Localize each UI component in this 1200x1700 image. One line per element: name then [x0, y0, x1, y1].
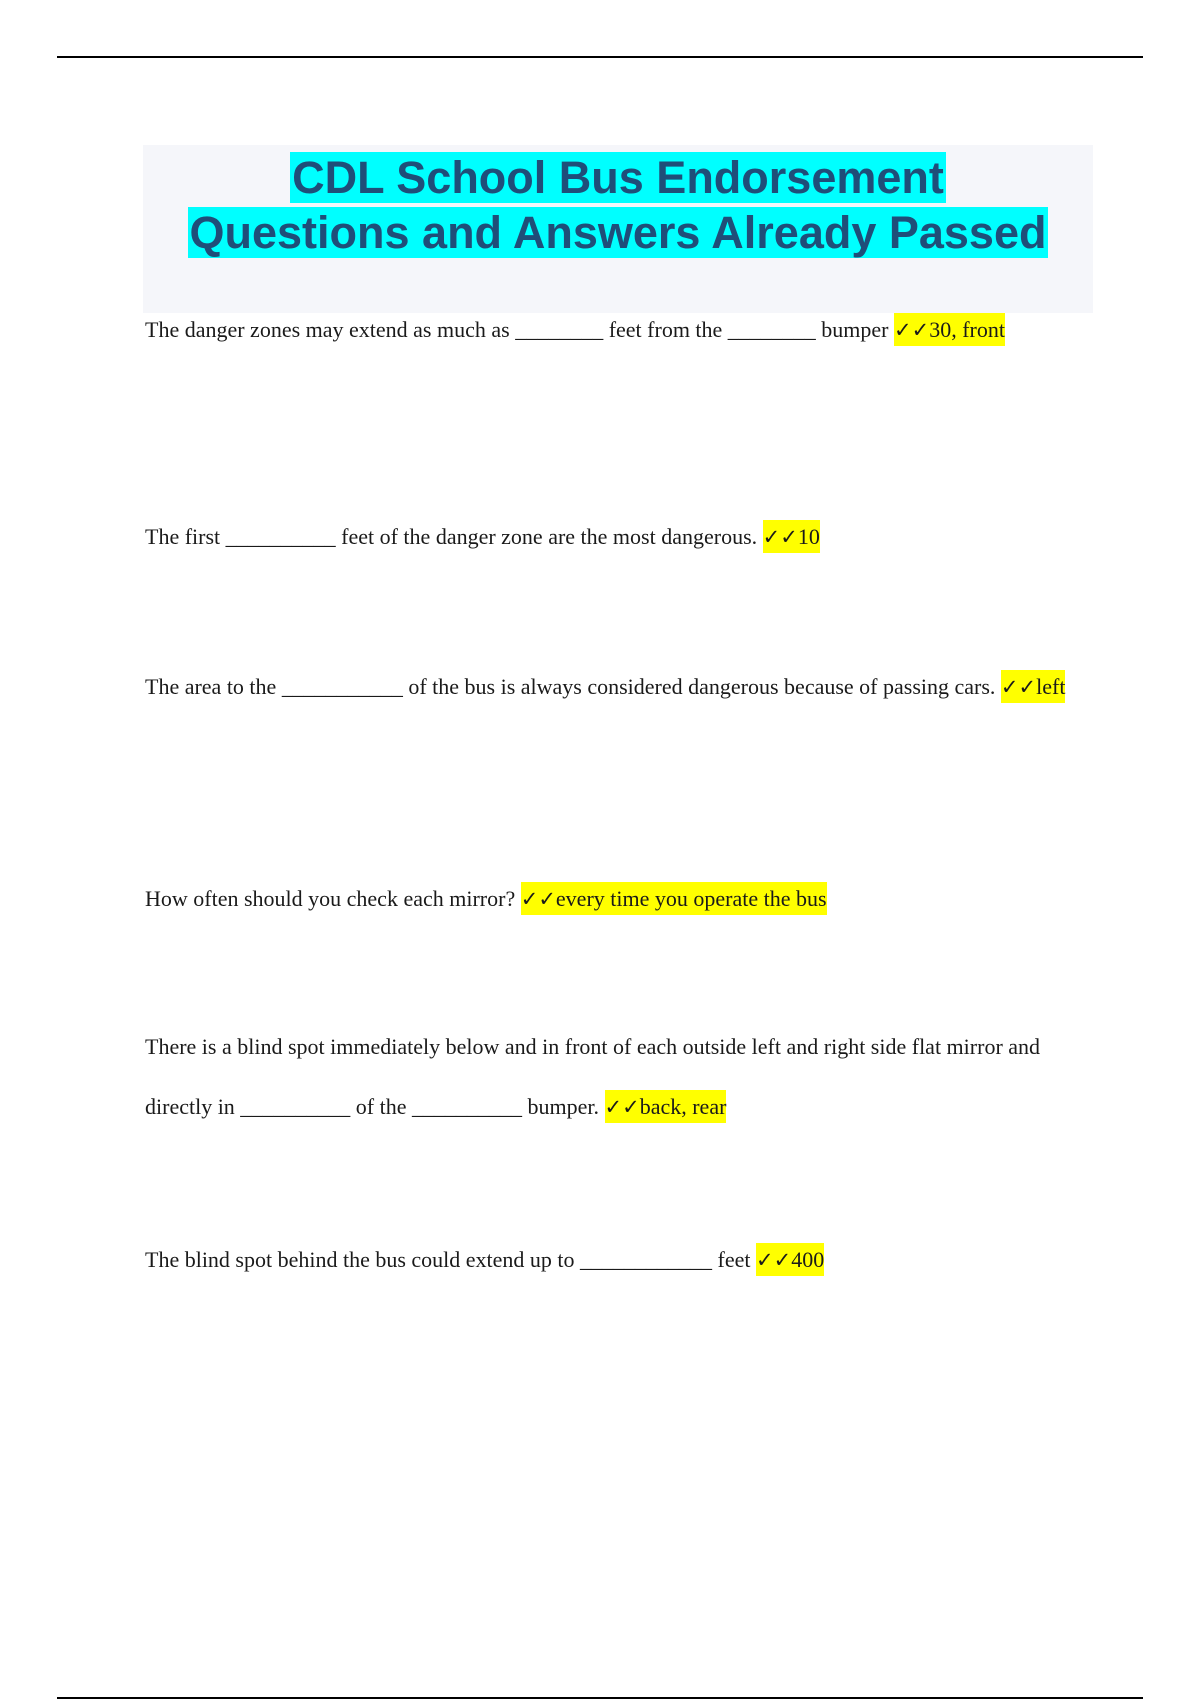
double-check-icon: ✓✓	[762, 525, 798, 549]
answer-highlight	[1001, 670, 1066, 703]
double-check-icon: ✓✓	[520, 887, 556, 911]
answer-highlight	[763, 520, 820, 553]
document-title	[143, 145, 1093, 260]
qa-item	[145, 1230, 1095, 1290]
answer-text: left	[1036, 674, 1066, 699]
question-text: How often should you check each mirror?	[145, 886, 521, 911]
title-line-1: CDL School Bus Endorsement	[292, 152, 944, 203]
question-text: The first __________ feet of the danger zone are the most dangerous.	[145, 524, 763, 549]
answer-highlight	[605, 1090, 727, 1123]
answer-highlight	[894, 313, 1005, 346]
answer-text: every time you operate the bus	[555, 886, 827, 911]
title-line-2: Questions and Answers Already Passed	[189, 207, 1047, 258]
question-text: The blind spot behind the bus could extend up to ____________ feet	[145, 1247, 757, 1272]
question-text: There is a blind spot immediately below and in front of each outside left and right side flat mirror and directly in __________ of the __________ bumper.	[145, 1034, 1041, 1119]
title-block	[143, 145, 1093, 313]
header-rule	[57, 56, 1143, 58]
double-check-icon: ✓✓	[1000, 675, 1037, 699]
answer-highlight	[521, 882, 827, 915]
question-text: The danger zones may extend as much as ________ feet from the ________ bumper	[145, 317, 895, 342]
question-text: The area to the ___________ of the bus is always considered dangerous because of passing cars.	[145, 674, 1001, 699]
answer-text: 10	[797, 524, 820, 549]
answer-text: 30, front	[929, 317, 1005, 342]
qa-item	[145, 507, 1095, 567]
qa-item	[145, 300, 1095, 360]
double-check-icon: ✓✓	[894, 318, 930, 342]
answer-highlight	[756, 1243, 824, 1276]
double-check-icon: ✓✓	[604, 1095, 640, 1119]
qa-item	[145, 1017, 1095, 1137]
answer-text: back, rear	[639, 1094, 727, 1119]
answer-text: 400	[791, 1247, 825, 1272]
footer-rule	[57, 1697, 1143, 1699]
qa-item	[145, 657, 1095, 717]
qa-item	[145, 869, 1095, 929]
double-check-icon: ✓✓	[756, 1248, 792, 1272]
